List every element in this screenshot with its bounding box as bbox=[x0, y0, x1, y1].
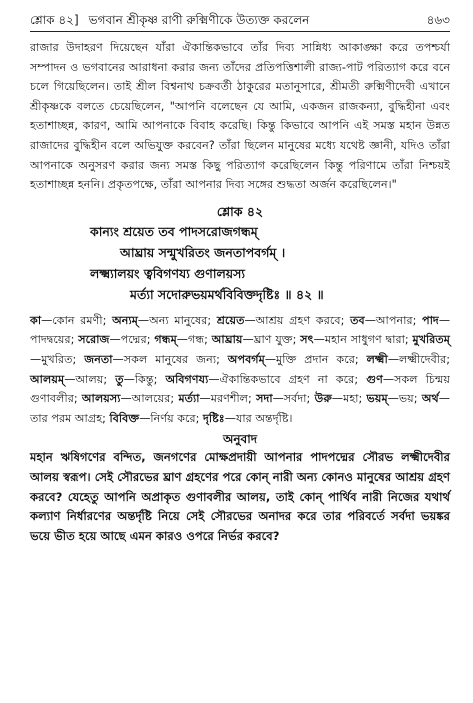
synonym-term: মুখরিতম্ bbox=[412, 333, 451, 347]
synonym-meaning: —কিন্তু; bbox=[123, 372, 166, 386]
verse-line: কান্যং শ্রয়েত তব পাদসরোজগন্ধম্ bbox=[90, 223, 258, 239]
synonym-meaning: —সকল মানুষের জন্য; bbox=[112, 352, 228, 366]
synonym-term: গুণ bbox=[366, 372, 383, 386]
synonym-meaning: —পদ্মের; bbox=[109, 333, 155, 347]
synonym-term: ভয়ম্ bbox=[366, 392, 388, 406]
synonym-term: পাদ bbox=[422, 313, 439, 327]
synonym-term: লক্ষ্মী bbox=[366, 352, 388, 366]
synonym-meaning: —নির্ণয় করে; bbox=[139, 411, 204, 425]
synonym-term: তব bbox=[350, 313, 365, 327]
synonym-term: তু bbox=[115, 372, 124, 386]
synonym-meaning: —আলয়; bbox=[64, 372, 116, 386]
synonym-term: মর্ত্যা bbox=[178, 392, 200, 406]
synonym-meaning: —যার অন্তর্দৃষ্টি। bbox=[224, 411, 293, 425]
synonym-term: অন্যম্ bbox=[112, 313, 138, 327]
synonym-meaning: —সকল চিন্ময় গুণাবলীর; bbox=[30, 372, 451, 406]
synonym-term: আলয়ম্ bbox=[30, 372, 65, 386]
synonym-term: দৃষ্টিঃ bbox=[203, 411, 225, 425]
verse-line: মর্ত্যা সদোরুভয়মর্থবিবিক্তদৃষ্টিঃ ॥ ৪২ ॥ bbox=[130, 286, 324, 302]
synonym-meaning: —আলয়ের; bbox=[120, 392, 179, 406]
synonym-term: উরু bbox=[314, 392, 332, 406]
synonym-meaning: —তার পরম আগ্রহ; bbox=[30, 392, 450, 425]
verse-line: আঘ্রায় সন্মুখরিতং জনতাপবর্গম্ । bbox=[120, 244, 286, 260]
synonym-term: শ্রয়েত bbox=[216, 313, 245, 327]
synonym-meaning: —মুখরিত; bbox=[30, 352, 85, 366]
synonym-term: জনতা bbox=[84, 352, 113, 366]
synonym-meaning: —পাদদ্বয়ের; bbox=[30, 313, 450, 347]
synonym-term: আঘ্রায় bbox=[211, 333, 243, 347]
document-page bbox=[30, 12, 450, 546]
synonym-meaning: —কোন রমণী; bbox=[41, 313, 113, 327]
synonym-meaning: —ঐকান্তিকভাবে গ্রহণ না করে; bbox=[208, 372, 367, 386]
sanskrit-verse bbox=[90, 221, 450, 305]
synonym-term: সৎ bbox=[300, 333, 314, 347]
translation-text: মহান ঋষিগণের বন্দিত, জনগণের মোক্ষপ্রদায়ী আপনার পাদপদ্মের সৌরভ লক্ষ্মীদেবীর আলয় স্বরূপ। সেই সৌরভের ঘ্রাণ গ্রহণের পরে কোন্ নারী অন্য কোনও মানুষের আশ্রয় গ্রহণ করবে? যেহেতু আপনি অপ্রাকৃত গুণাবলীর আলয়, তাই কোন্ পার্থিব নারী নিজের যথার্থ কল্যাণ নির্ধারণের অন্তর্দৃষ্টি নিয়ে সেই সৌরভের অনাদর করে তার পরিবর্তে সর্বদা ভয়ঙ্কর ভয়ে ভীত হয়ে আছে এমন কারও ওপরে নির্ভর করবে? bbox=[30, 450, 450, 543]
verse-title: শ্লোক ৪২ bbox=[216, 203, 264, 219]
synonym-term: সরোজ bbox=[78, 333, 110, 347]
synonym-term: কা bbox=[30, 313, 42, 327]
synonym-term: অর্থ bbox=[421, 392, 439, 406]
synonym-meaning: —অন্য মানুষের; bbox=[137, 313, 217, 327]
synonym-meaning: —ভয়; bbox=[387, 392, 422, 406]
synonym-meaning: —মরণশীল; bbox=[199, 392, 257, 406]
verse-line: লক্ষ্ম্যালয়ং ত্ববিগণয্য গুণালয়স্য bbox=[90, 265, 246, 281]
running-head bbox=[30, 12, 450, 32]
page-number: ৪৬৩ bbox=[426, 13, 450, 27]
synonym-term: অবিগণয্য bbox=[165, 372, 209, 386]
synonym-meaning: —ঘ্রাণ যুক্ত; bbox=[242, 333, 301, 347]
synonym-term: আলয়স্য bbox=[81, 392, 121, 406]
translation-title: অনুবাদ bbox=[222, 432, 258, 447]
synonym-meaning: —মহান সাধুগণ দ্বারা; bbox=[313, 333, 413, 347]
word-for-word-synonyms bbox=[30, 311, 450, 429]
synonym-meaning: —মহা; bbox=[331, 392, 367, 406]
chapter-title: ভগবান শ্রীকৃষ্ণ রাণী রুক্মিণীকে উত্যক্ত করলেন bbox=[88, 13, 310, 27]
synonym-meaning: —সর্বদা; bbox=[272, 392, 315, 406]
synonym-meaning: —আশ্রয় গ্রহণ করবে; bbox=[244, 313, 351, 327]
synonym-meaning: —আপনার; bbox=[364, 313, 423, 327]
synonym-term: অপবর্গম্ bbox=[227, 352, 265, 366]
purport-paragraph: রাজার উদাহরণ দিয়েছেন যাঁরা ঐকান্তিকভাবে তাঁর দিব্য সান্নিধ্য আকাঙ্ক্ষা করে তপশ্চর্যা সম্পাদন ও ভগবানের আরাধনা করার জন্য তাঁদের প্রতিপত্তিশালী রাজ্য-পাট পরিত্যাগ করে বনে চলে গিয়েছিলেন। তাই শ্রীল বিশ্বনাথ চক্রবর্তী ঠাকুরের মতানুসারে, শ্রীমতী রুক্মিণীদেবী এখানে শ্রীকৃষ্ণকে বলতে চেয়েছিলেন, "আপনি বলেছেন যে আমি, একজন রাজকন্যা, বুদ্ধিহীনা এবং হতাশাচ্ছন্ন, কারণ, আমি আপনাকে বিবাহ করেছি। কিন্তু কিভাবে আপনি এই সমস্ত মহান উন্নত রাজাদের বুদ্ধিহীন বলে অভিযুক্ত করবেন? তাঁরা ছিলেন মানুষের মধ্যে যথেষ্ট জ্ঞানী, যদিও তাঁরা আপনাকে অনুসরণ করার জন্য সমস্ত কিছু পরিত্যাগ করেছিলেন কিন্তু পরিণামে তাঁরা নিশ্চয়ই হতাশাচ্ছন্ন হননি। প্রকৃতপক্ষে, তাঁরা আপনার দিব্য সঙ্গের শুদ্ধতা অর্জন করেছিলেন।" bbox=[30, 41, 450, 192]
synonym-term: বিবিক্ত bbox=[109, 411, 140, 425]
synonym-meaning: —গন্ধ; bbox=[176, 333, 212, 347]
synonym-term: গন্ধম্ bbox=[154, 333, 177, 347]
synonym-meaning: —মুক্তি প্রদান করে; bbox=[264, 352, 367, 366]
synonym-meaning: —লক্ষ্মীদেবীর; bbox=[387, 352, 451, 366]
synonym-term: সদা bbox=[256, 392, 273, 406]
running-head-left bbox=[30, 12, 309, 28]
chapter-ref: শ্লোক ৪২] bbox=[30, 13, 79, 27]
